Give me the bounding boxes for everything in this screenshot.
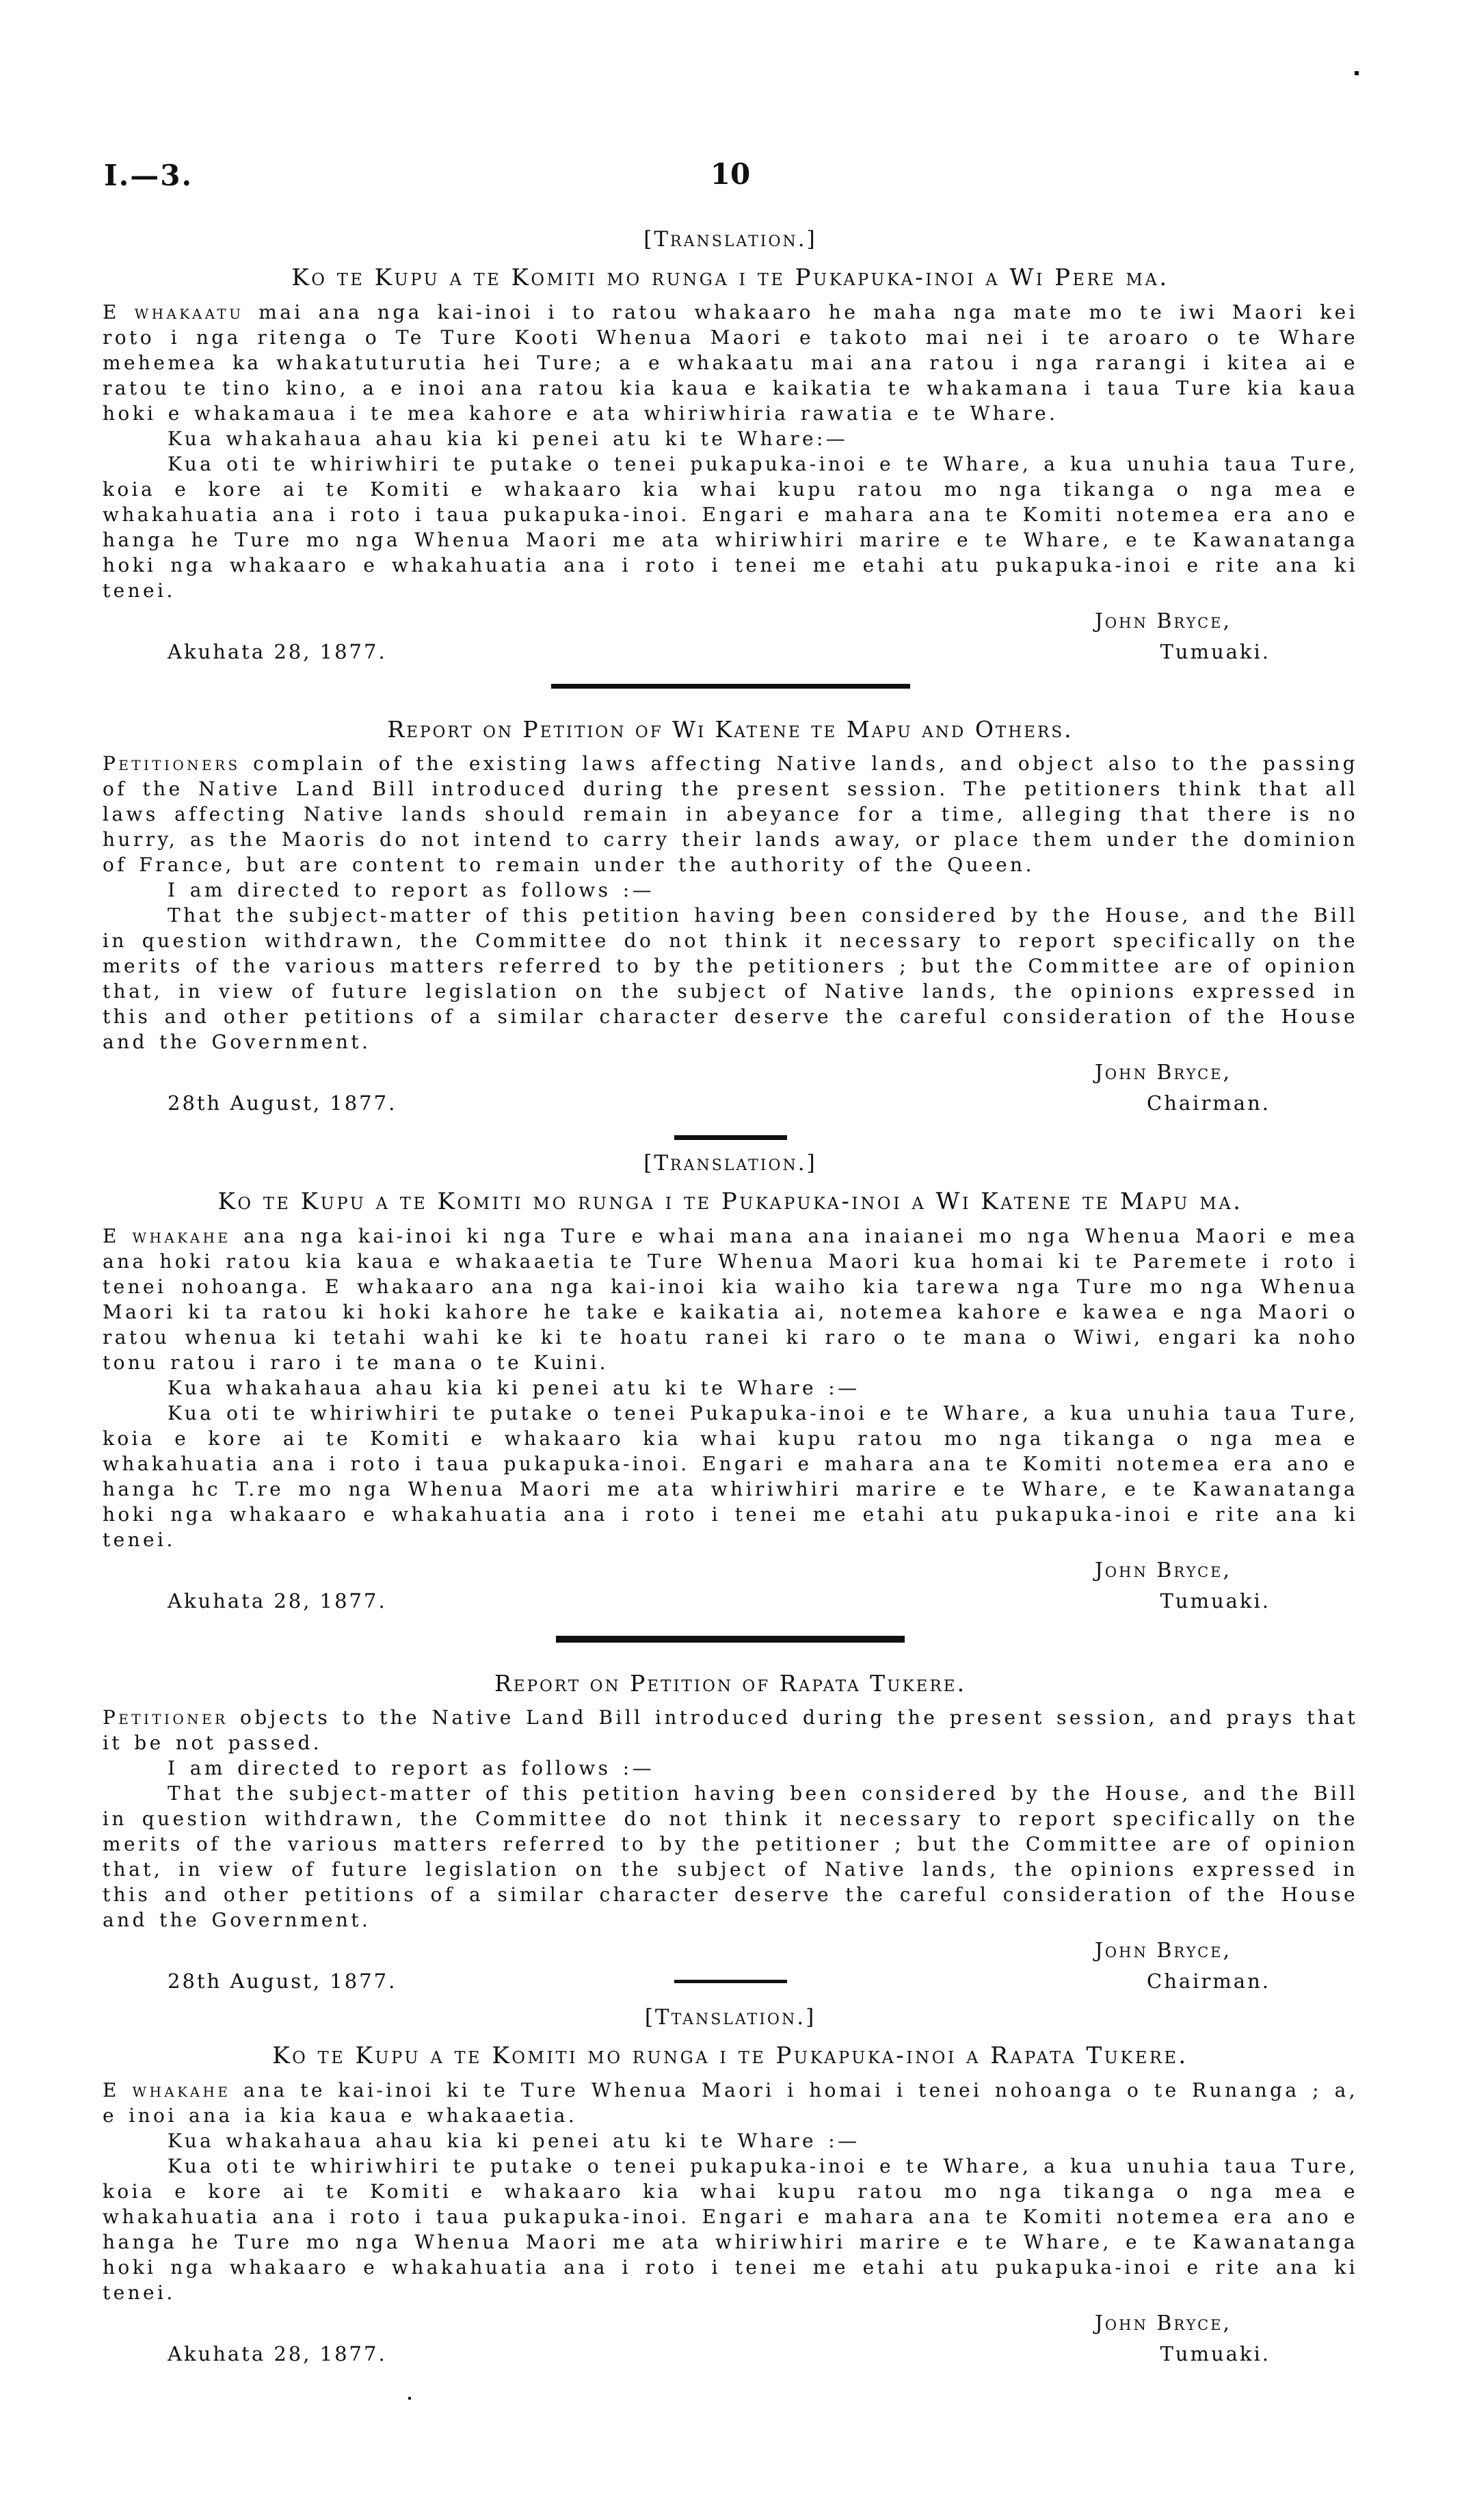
signature-date: 28th August, 1877. xyxy=(168,1969,397,1993)
paragraph-lead: E whakahe xyxy=(103,1225,231,1247)
signature-row xyxy=(103,639,1358,665)
signature-row xyxy=(103,2342,1358,2367)
paragraph xyxy=(103,751,1358,877)
translation-tag: [Ttanslation.] xyxy=(644,2005,816,2030)
section-translation-rapata-tukere xyxy=(103,2005,1358,2367)
paragraph xyxy=(103,1223,1358,1375)
signature-name: John Bryce, xyxy=(1094,2311,1232,2335)
section-heading: Report on Petition of Rapata Tukere. xyxy=(494,1670,967,1697)
section-divider xyxy=(551,684,910,689)
section-translation-wi-katene xyxy=(103,1151,1358,1614)
section-translation-wi-pere xyxy=(103,227,1358,665)
signature-row xyxy=(103,1969,1358,1994)
signature-name: John Bryce, xyxy=(1094,1939,1232,1963)
paragraph-text: mai ana nga kai-inoi i to ratou whakaaro he maha nga mate mo te iwi Maori kei roto i nga ritenga o Te Ture Kooti Whenua Maori e takoto mai nei i te aroaro o te Whare mehemea ka whakatuturutia hei Ture; a e whakaatu mai ana ratou i nga rarangi i kitea ai e ratou te tino kino, a e inoi ana ratou kia kaua e kaikatia te whakamana i taua Ture kia kaua hoki e whakamaua i te mea kahore e ata whiriwhiria rawatia e te Whare. xyxy=(103,301,1358,425)
signature-date: Akuhata 28, 1877. xyxy=(168,640,387,663)
paragraph: I am directed to report as follows :— xyxy=(168,1757,654,1779)
paragraph-text: ana te kai-inoi ki te Ture Whenua Maori i homai i tenei nohoanga o te Runanga ; a, e inoi ana ia kia kaua e whakaaetia. xyxy=(103,2079,1359,2127)
signature-title: Tumuaki. xyxy=(1160,1589,1271,1613)
signature-date: Akuhata 28, 1877. xyxy=(168,2342,387,2365)
section-heading: Ko te Kupu a te Komiti mo runga i te Pukapuka-inoi a Rapata Tukere. xyxy=(272,2042,1188,2069)
signature-row xyxy=(103,1589,1358,1614)
paragraph: Kua whakahaua ahau kia ki penei atu ki te Whare :— xyxy=(168,2130,860,2152)
signature-row xyxy=(103,1091,1358,1116)
section-report-wi-katene xyxy=(103,716,1358,1116)
paragraph-text: complain of the existing laws affecting Native lands, and object also to the passing of the Native Land Bill introduced during the present session. The petitioners think that all laws affecting Native lands should remain in abeyance for a time, alleging that there is no hurry, as the Maoris do not intend to carry their lands away, or place them under the dominion of France, but are content to remain under the authority of the Queen. xyxy=(103,752,1358,876)
section-report-rapata-tukere xyxy=(103,1670,1358,1994)
paragraph-text: objects to the Native Land Bill introduced during the present session, and prays that it be not passed. xyxy=(103,1706,1358,1754)
section-divider xyxy=(674,1135,787,1140)
signature-date: 28th August, 1877. xyxy=(168,1091,397,1115)
section-heading: Ko te Kupu a te Komiti mo runga i te Pukapuka-inoi a Wi Katene te Mapu ma. xyxy=(217,1188,1243,1215)
paragraph-lead: E whakaatu xyxy=(103,301,244,323)
paragraph: That the subject-matter of this petition having been considered by the House, and the Bill in question withdrawn, the Committee do not think it necessary to report specifically on the merits of the various matters referred to by the petitioners ; but the Committee are of opinion that, in view of future legislation on the subject of Native lands, the opinions expressed in this and other petitions of a similar character deserve the careful consideration of the House and the Government. xyxy=(103,904,1358,1053)
section-heading: Report on Petition of Wi Katene te Mapu and Others. xyxy=(387,716,1074,743)
paragraph xyxy=(103,1705,1358,1755)
signature-name: John Bryce, xyxy=(1094,1559,1232,1582)
signature-title: Tumuaki. xyxy=(1160,640,1271,663)
signature-title: Tumuaki. xyxy=(1160,2342,1271,2365)
paragraph: Kua oti te whiriwhiri te putake o tenei pukapuka-inoi e te Whare, a kua unuhia taua Ture, koia e kore ai te Komiti e whakaaro kia whai kupu ratou mo nga tikanga o nga mea e whakahuatia ana i roto i taua pukapuka-inoi. Engari e mahara ana te Komiti notemea era ano e hanga he Ture mo nga Whenua Maori me ata whiriwhiri marire e te Whare, e te Kawanatanga hoki nga whakaaro e whakahuatia ana i roto i tenei me etahi atu pukapuka-inoi e rite ana ki tenei. xyxy=(103,2155,1358,2304)
paragraph-lead: E whakahe xyxy=(103,2079,231,2101)
section-heading: Ko te Kupu a te Komiti mo runga i te Pukapuka-inoi a Wi Pere ma. xyxy=(291,264,1169,291)
page-number: 10 xyxy=(710,157,751,191)
translation-tag: [Translation.] xyxy=(643,227,817,252)
signature-name: John Bryce, xyxy=(1094,609,1232,633)
translation-tag: [Translation.] xyxy=(643,1151,817,1176)
section-divider xyxy=(556,1636,905,1643)
paragraph-text: ana nga kai-inoi ki nga Ture e whai mana ana inaianei mo nga Whenua Maori e mea ana hoki ratou kia kaua e whakaaetia te Ture Whenua Maori kua homai ki te Paremete i roto i tenei nohoanga. E whakaaro ana nga kai-inoi kia waiho kia tarewa nga Ture mo nga Whenua Maori ki ta ratou ki hoki kahore he take e kaikatia ai, notemea kahore e kawea e nga Maori o ratou whenua ki tetahi wahi ke ki te hoatu ranei ki raro o te mana o Wiwi, engari ka noho tonu ratou i raro i te mana o te Kuini. xyxy=(103,1225,1359,1374)
paragraph: That the subject-matter of this petition having been considered by the House, and the Bill in question withdrawn, the Committee do not think it necessary to report specifically on the merits of the various matters referred to by the petitioner ; but the Committee are of opinion that, in view of future legislation on the subject of Native lands, the opinions expressed in this and other petitions of a similar character deserve the careful consideration of the House and the Government. xyxy=(103,1782,1358,1931)
page-content xyxy=(103,0,1358,2367)
signature-name: John Bryce, xyxy=(1094,1061,1232,1085)
paragraph: Kua oti te whiriwhiri te putake o tenei Pukapuka-inoi e te Whare, a kua unuhia taua Ture, koia e kore ai te Komiti e whakaaro kia whai kupu ratou mo nga tikanga o nga mea e whakahuatia ana i roto i taua pukapuka-inoi. Engari e mahara ana te Komiti notemea era ano e hanga hc T.re mo nga Whenua Maori me ata whiriwhiri marire e te Whare, e te Kawanatanga hoki nga whakaaro e whakahuatia ana i roto i tenei me etahi atu pukapuka-inoi e rite ana ki tenei. xyxy=(103,1402,1358,1551)
inline-divider xyxy=(674,1980,787,1983)
signature-title: Chairman. xyxy=(1147,1969,1271,1993)
signature-date: Akuhata 28, 1877. xyxy=(168,1589,387,1613)
ink-speck xyxy=(408,2397,411,2400)
paragraph xyxy=(103,300,1358,426)
running-head xyxy=(103,0,1358,198)
paragraph xyxy=(103,2078,1358,2128)
paragraph: Kua whakahaua ahau kia ki penei atu ki te Whare :— xyxy=(168,1377,860,1399)
paragraph: Kua oti te whiriwhiri te putake o tenei pukapuka-inoi e te Whare, a kua unuhia taua Ture, koia e kore ai te Komiti e whakaaro kia whai kupu ratou mo nga tikanga o nga mea e whakahuatia ana i roto i taua pukapuka-inoi. Engari e mahara ana te Komiti notemea era ano e hanga he Ture mo nga Whenua Maori me ata whiriwhiri marire e te Whare, e te Kawanatanga hoki nga whakaaro e whakahuatia ana i roto i tenei me etahi atu pukapuka-inoi e rite ana ki tenei. xyxy=(103,453,1358,602)
paragraph-lead: Petitioners xyxy=(103,752,241,775)
paragraph: I am directed to report as follows :— xyxy=(168,879,654,901)
paragraph-lead: Petitioner xyxy=(103,1706,228,1729)
paragraph: Kua whakahaua ahau kia ki penei atu ki te Whare:— xyxy=(168,427,849,450)
paper-reference: I.—3. xyxy=(104,159,194,192)
signature-title: Chairman. xyxy=(1147,1091,1271,1115)
